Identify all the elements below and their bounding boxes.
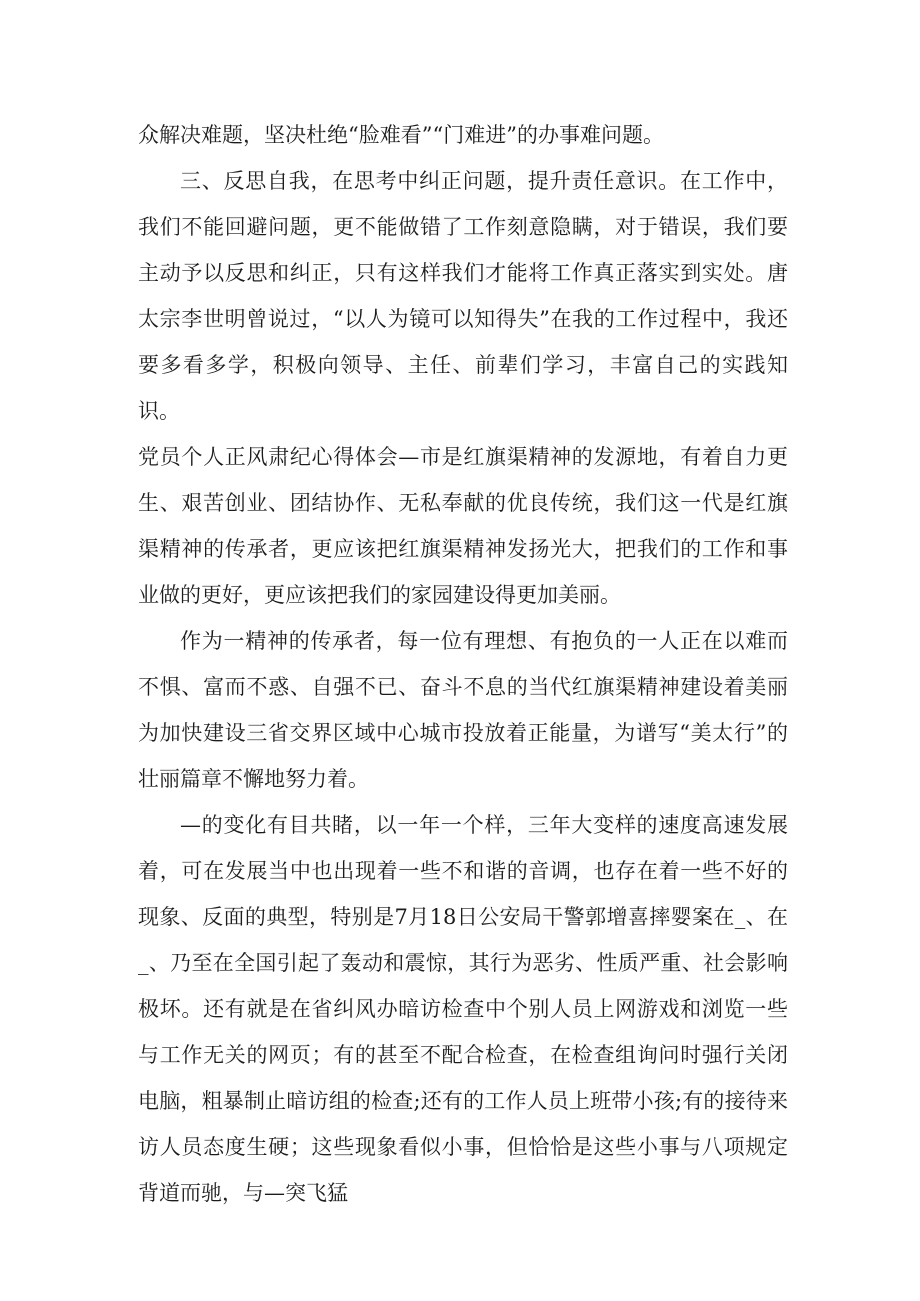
paragraph-spirit-inheritor: 作为一精神的传承者，每一位有理想、有抱负的一人正在以难而不惧、富而不惑、自强不已、奋斗不息的当代红旗渠精神建设着美丽为加快建设三省交界区域中心城市投放着正能量，为谱写“美太行”的壮丽篇章不懈地努力着。 (138, 629, 788, 791)
paragraph-changes: —的变化有目共睹，以一年一个样，三年大变样的速度高速发展着，可在发展当中也出现着一些不和谐的音调，也存在着一些不好的现象、反面的典型，特别是7月18日公安局干警郭增喜摔婴案在_、在_、乃至在全国引起了轰动和震惊，其行为恶劣、性质严重、社会影响极坏。还有就是在省纠风办暗访检查中个别人员上网游戏和浏览一些与工作无关的网页；有的甚至不配合检查，在检查组询问时强行关闭电脑，粗暴制止暗访组的检查;还有的工作人员上班带小孩;有的接待来访人员态度生硬；这些现象看似小事，但恰恰是这些小事与八项规定背道而驰，与—突飞猛 (138, 813, 788, 1205)
paragraph-heading-experience: 党员个人正风肃纪心得体会—市是红旗渠精神的发源地，有着自力更生、艰苦创业、团结协作、无私奉献的优良传统，我们这一代是红旗渠精神的传承者，更应该把红旗渠精神发扬光大，把我们的工作和事业做的更好，更应该把我们的家园建设得更加美丽。 (138, 445, 788, 607)
document-body (138, 112, 788, 1216)
paragraph-continuation: 众解决难题，坚决杜绝“脸难看”“门难进”的办事难问题。 (138, 123, 664, 147)
paragraph-reflection: 三、反思自我，在思考中纠正问题，提升责任意识。在工作中，我们不能回避问题，更不能做错了工作刻意隐瞒，对于错误，我们要主动予以反思和纠正，只有这样我们才能将工作真正落实到实处。唐太宗李世明曾说过，“以人为镜可以知得失”在我的工作过程中，我还要多看多学，积极向领导、主任、前辈们学习，丰富自己的实践知识。 (138, 169, 788, 423)
